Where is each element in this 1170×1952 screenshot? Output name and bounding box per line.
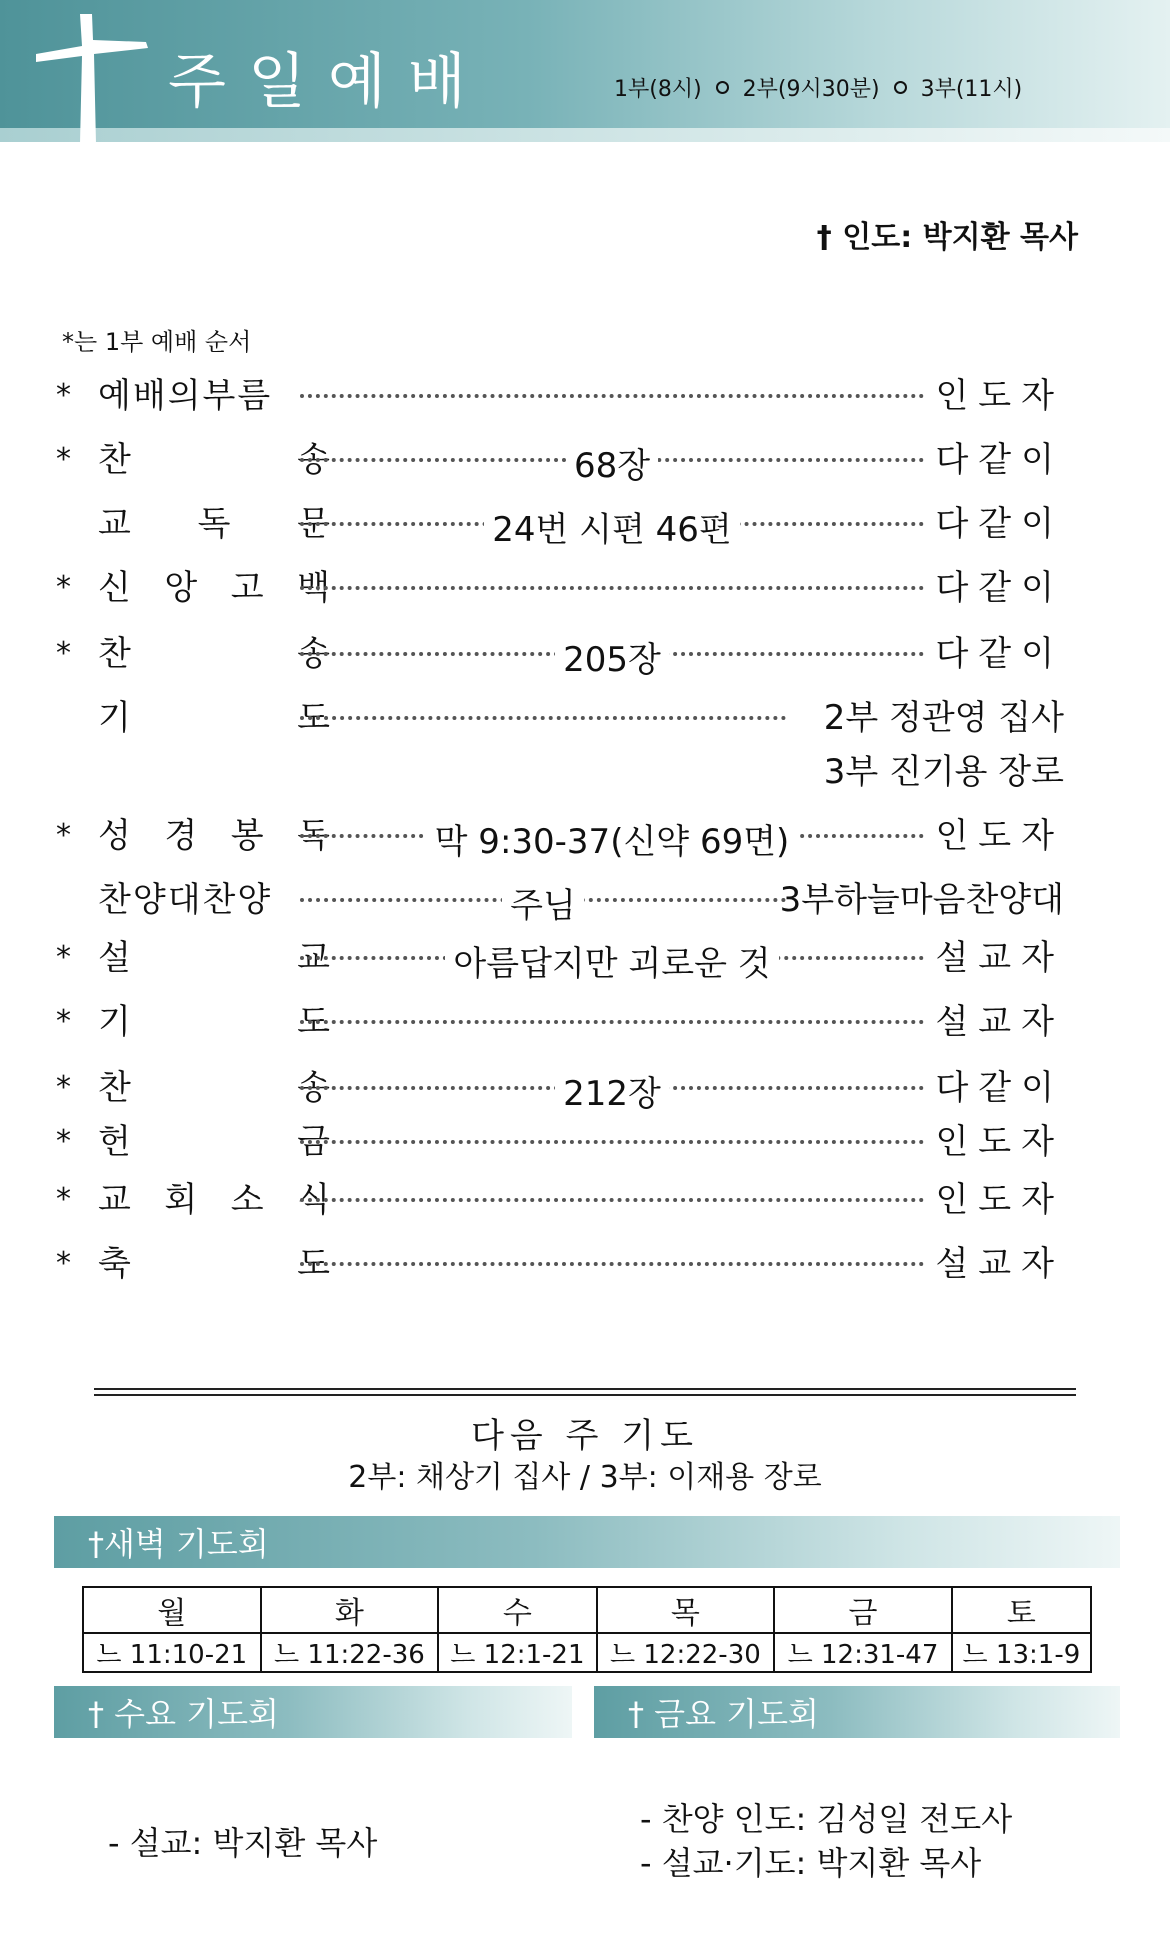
dotted-leader [300,716,786,720]
standing-marker: * [56,940,71,975]
order-item-label: 헌 금 [98,1122,330,1162]
dotted-leader [300,1198,924,1202]
reading-cell: 느 12:1-21 [438,1633,596,1672]
dotted-leader [300,394,924,398]
friday-praise-leader: - 찬양 인도: 김성일 전도사 [640,1800,1013,1838]
standing-marker: * [56,1004,71,1039]
order-item-responsible: 3부하늘마음찬양대 [779,880,1064,920]
order-item-responsible: 다같이 [935,440,1064,480]
order-item-responsible: 다같이 [935,568,1064,608]
order-item-detail: 205장 [555,640,669,680]
order-item-responsible: 설교자 [935,1002,1064,1042]
order-item-label: 기 도 [98,698,330,738]
wednesday-prayer-header: † 수요 기도회 [54,1686,572,1738]
friday-prayer-header: † 금요 기도회 [594,1686,1120,1738]
order-item-responsible: 다같이 [935,1068,1064,1108]
standing-marker: * [56,818,71,853]
table-header-row [83,1587,1091,1633]
dotted-leader [300,586,924,590]
order-item-label: 찬 송 [98,634,330,674]
order-item-label: 찬 송 [98,440,330,480]
standing-marker: * [56,1070,71,1105]
order-item-label: 기 도 [98,1002,330,1042]
order-item-detail: 24번 시편 46편 [484,510,740,550]
order-item-detail: 아름답지만 괴로운 것 [445,944,778,984]
order-item-label: 교 회 소 식 [98,1180,330,1220]
standing-marker: * [56,1182,71,1217]
standing-marker: * [56,1124,71,1159]
reading-cell: 느 12:22-30 [597,1633,775,1672]
order-row [56,1060,1076,1114]
order-item-label: 예배의부름 [98,376,273,416]
dawn-prayer-table [82,1586,1092,1673]
service-leader: † 인도: 박지환 목사 [816,220,1078,255]
standing-marker: * [56,636,71,671]
reading-cell: 느 11:22-36 [261,1633,439,1672]
reading-cell: 느 12:31-47 [774,1633,952,1672]
order-item-detail: 주님 [502,886,584,926]
day-cell: 목 [597,1587,775,1633]
wednesday-sermon: - 설교: 박지환 목사 [108,1824,378,1862]
order-row [56,560,1076,610]
order-row [56,930,1076,984]
order-item-label: 교 독 문 [98,504,330,544]
order-row [56,368,1076,418]
standing-marker: * [56,378,71,413]
order-row [56,808,1076,862]
order-item-responsible: 다같이 [935,504,1064,544]
order-row [56,1236,1076,1286]
order-row [56,994,1076,1044]
order-row [56,626,1076,680]
order-item-detail: 막 9:30-37(신약 69면) [427,822,798,862]
circle-separator-icon [716,81,729,94]
service-times [614,72,1022,103]
order-item-label: 신 앙 고 백 [98,568,330,608]
next-week-title: 다음 주 기도 [471,1416,699,1456]
circle-separator-icon [894,81,907,94]
standing-marker: * [56,442,71,477]
order-row [56,1114,1076,1164]
double-divider [94,1388,1076,1396]
service-time-3: 3부(11시) [920,77,1023,102]
order-row [56,1172,1076,1222]
next-week-prayer: 2부: 채상기 집사 / 3부: 이재용 장로 [348,1460,822,1495]
order-row [56,690,1076,792]
order-item-responsible: 다같이 [935,634,1064,674]
header-strip [0,128,1170,142]
day-cell: 금 [774,1587,952,1633]
day-cell: 수 [438,1587,596,1633]
order-item-label: 찬양대찬양 [98,880,273,920]
cross-icon [36,14,156,144]
order-item-responsible: 인도자 [935,816,1064,856]
day-cell: 토 [952,1587,1091,1633]
service-time-1: 1부(8시) [614,77,702,102]
order-row [56,872,1076,926]
order-item-responsible-secondary: 3부 진기용 장로 [823,752,1064,792]
standing-marker: * [56,570,71,605]
dawn-prayer-header: †새벽 기도회 [54,1516,1120,1568]
order-item-label: 성 경 봉 독 [98,816,330,856]
order-item-detail: 212장 [555,1074,669,1114]
day-cell: 월 [83,1587,261,1633]
dotted-leader [300,1020,924,1024]
order-item-responsible: 인도자 [935,1180,1064,1220]
page-title: 주일예배 [168,47,488,117]
order-row [56,432,1076,486]
order-item-responsible: 인도자 [935,1122,1064,1162]
standing-marker: * [56,1246,71,1281]
order-item-responsible: 인도자 [935,376,1064,416]
dotted-leader [300,1140,924,1144]
reading-cell: 느 11:10-21 [83,1633,261,1672]
order-item-label: 찬 송 [98,1068,330,1108]
reading-cell: 느 13:1-9 [952,1633,1091,1672]
order-row [56,496,1076,550]
order-item-label: 축 도 [98,1244,330,1284]
service-time-2: 2부(9시30분) [742,77,880,102]
order-item-responsible: 설교자 [935,1244,1064,1284]
dotted-leader [300,1262,924,1266]
order-item-label: 설 교 [98,938,330,978]
order-item-responsible: 2부 정관영 집사 [823,698,1064,738]
order-item-responsible: 설교자 [935,938,1064,978]
order-item-detail: 68장 [566,446,658,486]
order-note: *는 1부 예배 순서 [62,328,252,356]
day-cell: 화 [261,1587,439,1633]
table-row [83,1633,1091,1672]
friday-sermon-prayer: - 설교·기도: 박지환 목사 [640,1844,982,1882]
